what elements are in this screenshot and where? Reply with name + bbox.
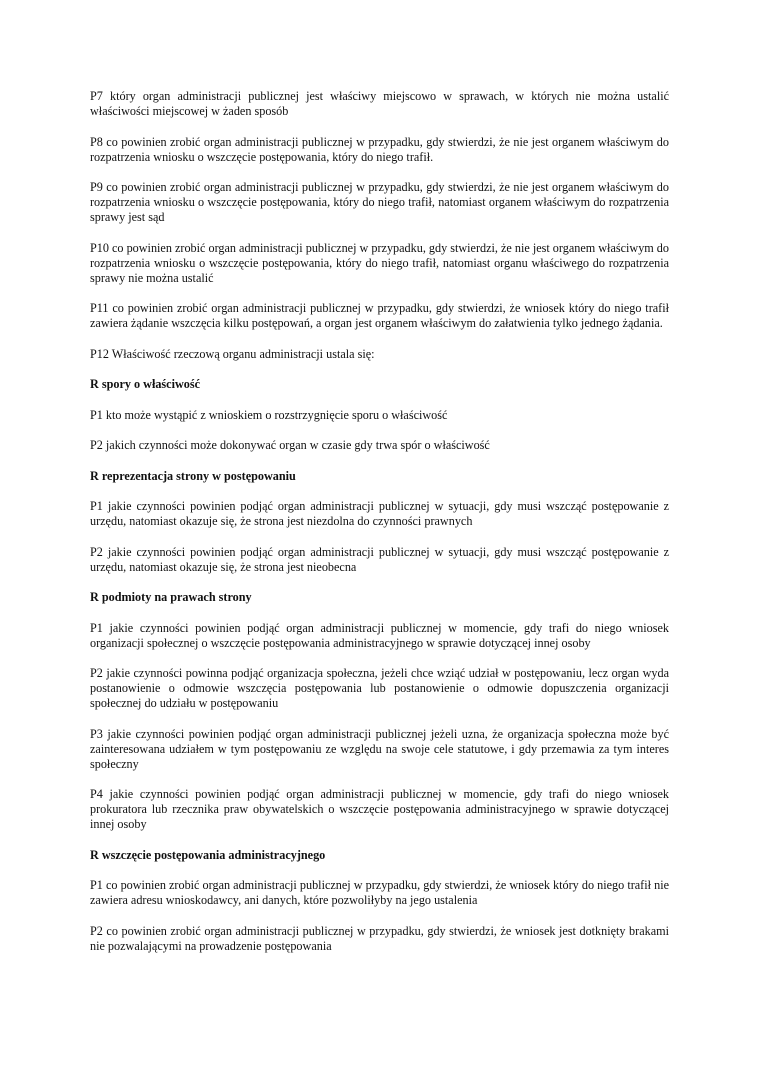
- question-wszczecie-p1: P1 co powinien zrobić organ administracji publicznej w przypadku, gdy stwierdzi, że wniosek który do niego trafił nie zawiera adresu wnioskodawcy, ani danych, które pozwoliłyby na jego ustalenia: [90, 878, 669, 907]
- question-wszczecie-p2: P2 co powinien zrobić organ administracji publicznej w przypadku, gdy stwierdzi, że wniosek jest dotknięty brakami nie pozwalającymi na prowadzenie postępowania: [90, 923, 669, 953]
- question-reprezentacja-p2: P2 jakie czynności powinien podjąć organ administracji publicznej w sytuacji, gdy musi wszcząć postępowanie z urzędu, natomiast okazuje się, że strona jest nieobecna: [90, 544, 669, 574]
- question-p8: P8 co powinien zrobić organ administracji publicznej w przypadku, gdy stwierdzi, że nie jest organem właściwym do rozpatrzenia wniosku o wszczęcie postępowania, który do niego trafił.: [90, 134, 669, 164]
- question-spory-p2: P2 jakich czynności może dokonywać organ w czasie gdy trwa spór o właściwość: [90, 438, 490, 452]
- question-podmioty-p1: P1 jakie czynności powinien podjąć organ administracji publicznej w momencie, gdy trafi do niego wniosek organizacji społecznej o wszczęcie postępowania administracyjnego w sprawie dotyczącej innej osoby: [90, 620, 669, 650]
- question-p10: P10 co powinien zrobić organ administracji publicznej w przypadku, gdy stwierdzi, że nie jest organem właściwym do rozpatrzenia wniosku o wszczęcie postępowania, który do niego trafił, natomiast organu właściwego do rozpatrzenia sprawy nie można ustalić: [90, 240, 669, 285]
- section-heading-reprezentacja: R reprezentacja strony w postępowaniu: [90, 468, 296, 483]
- question-podmioty-p4: P4 jakie czynności powinien podjąć organ administracji publicznej w momencie, gdy trafi do niego wniosek prokuratora lub rzecznika praw obywatelskich o wszczęcie postępowania administracyjnego w sprawie dotyczącej innej osoby: [90, 787, 669, 831]
- section-heading-spory: R spory o właściwość: [90, 377, 201, 391]
- question-p9: P9 co powinien zrobić organ administracji publicznej w przypadku, gdy stwierdzi, że nie jest organem właściwym do rozpatrzenia wniosku o wszczęcie postępowania, który do niego trafił, natomiast organem właściwym do rozpatrzenia sprawy jest sąd: [90, 180, 669, 224]
- section-heading-podmioty: R podmioty na prawach strony: [90, 590, 252, 604]
- question-reprezentacja-p1: P1 jakie czynności powinien podjąć organ administracji publicznej w sytuacji, gdy musi wszcząć postępowanie z urzędu, natomiast okazuje się, że strona jest niezdolna do czynności prawnych: [90, 499, 669, 528]
- question-podmioty-p3: P3 jakie czynności powinien podjąć organ administracji publicznej jeżeli uzna, że organizacja społeczna może być zainteresowana udziałem w tym postępowaniu ze względu na swoje cele statutowe, i gdy przemawia za tym interes społeczny: [90, 726, 669, 771]
- question-p7: P7 który organ administracji publicznej jest właściwy miejscowo w sprawach, w których nie można ustalić właściwości miejscowej w żaden sposób: [90, 89, 669, 118]
- document-page: [90, 89, 669, 969]
- section-heading-wszczecie: R wszczęcie postępowania administracyjnego: [90, 847, 326, 862]
- question-spory-p1: P1 kto może wystąpić z wnioskiem o rozstrzygnięcie sporu o właściwość: [90, 407, 448, 422]
- question-p11: P11 co powinien zrobić organ administracji publicznej w przypadku, gdy stwierdzi, że wniosek który do niego trafił zawiera żądanie wszczęcia kilku postępowań, a organ jest organem właściwym do załatwienia tylko jednego żądania.: [90, 301, 669, 330]
- question-podmioty-p2: P2 jakie czynności powinna podjąć organizacja społeczna, jeżeli chce wziąć udział w postępowaniu, lecz organ wyda postanowienie o odmowie wszczęcia postępowania lub postanowienie o odmowie dopuszczenia organizacji społecznej do udziału w postępowaniu: [90, 666, 669, 710]
- question-p12: P12 Właściwość rzeczową organu administracji ustala się:: [90, 346, 375, 361]
